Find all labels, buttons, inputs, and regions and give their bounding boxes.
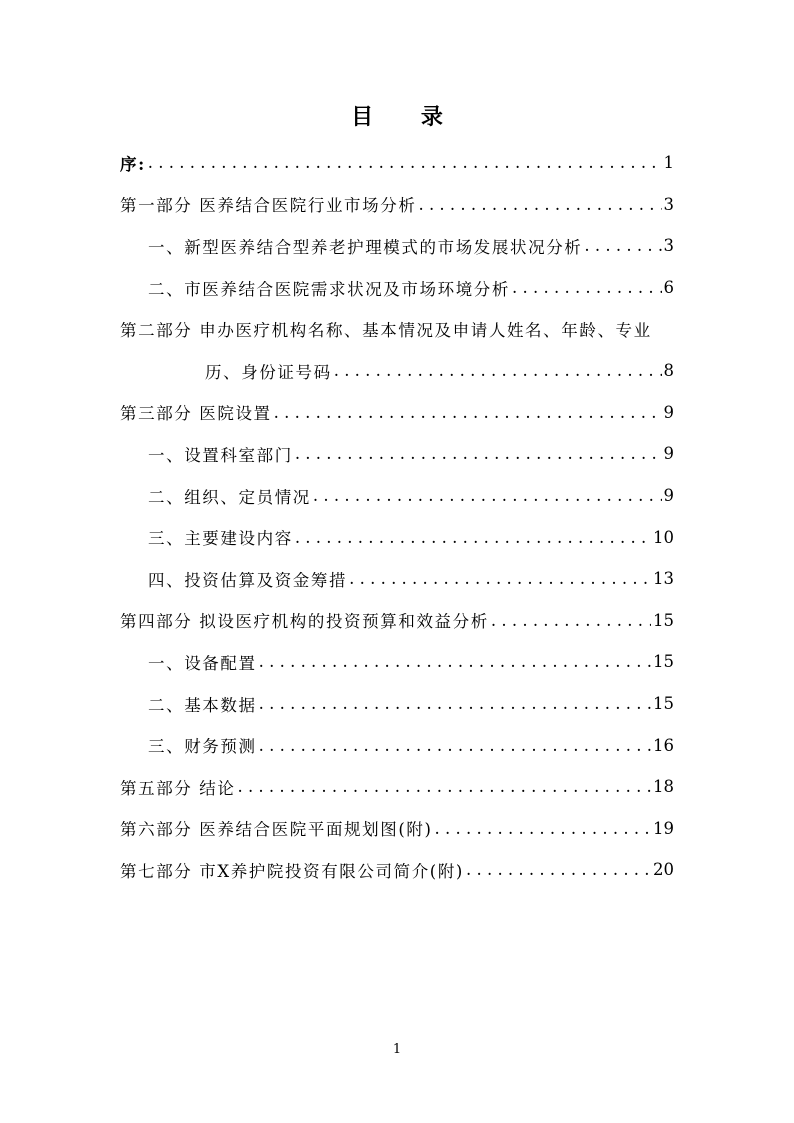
toc-entry-text: 第四部分 拟设医疗机构的投资预算和效益分析 [120, 612, 489, 632]
toc-entry-continuation[interactable] [120, 350, 674, 392]
toc-entry-text: 第七部分 市X养护院投资有限公司简介(附) [120, 861, 464, 881]
toc-entry-text: 第二部分 申办医疗机构名称、基本情况及申请人姓名、年龄、专业 [120, 321, 652, 341]
toc-entry-text: 序: [120, 154, 146, 174]
toc-entry[interactable] [120, 433, 674, 475]
toc-leader-dots [466, 860, 651, 879]
toc-entry-text: 四、投资估算及资金筹措 [148, 570, 348, 590]
toc-leader-dots [259, 652, 651, 671]
toc-entry-page: 1 [663, 153, 674, 173]
toc-entry-page: 18 [653, 777, 674, 797]
toc-entry[interactable] [120, 683, 674, 725]
toc-leader-dots [584, 236, 661, 255]
toc-entry[interactable] [120, 475, 674, 517]
toc-leader-dots [237, 777, 651, 796]
toc-entry[interactable] [120, 392, 674, 434]
toc-entry-page: 20 [653, 860, 674, 880]
toc-entry-text: 第六部分 医养结合医院平面规划图(附) [120, 820, 433, 840]
toc-entry[interactable] [120, 267, 674, 309]
toc-leader-dots [259, 736, 651, 755]
toc-entry[interactable] [120, 641, 674, 683]
toc-leader-dots [334, 361, 662, 380]
toc-entry-page: 15 [653, 694, 674, 714]
toc-title: 目 录 [351, 104, 463, 130]
toc-entry-page: 3 [663, 194, 674, 214]
toc-entry-page: 10 [653, 527, 674, 547]
toc-entry-text: 第三部分 医院设置 [120, 404, 272, 424]
toc-leader-dots [313, 486, 662, 505]
toc-entry-page: 9 [663, 444, 674, 464]
toc-entry-text: 三、财务预测 [148, 737, 257, 757]
toc-entry[interactable] [120, 600, 674, 642]
toc-leader-dots [418, 195, 661, 214]
toc-entry-page: 9 [663, 486, 674, 506]
toc-entry[interactable] [120, 516, 674, 558]
toc-leader-dots [148, 153, 662, 172]
toc-leader-dots [349, 569, 651, 588]
toc-entry-text: 二、基本数据 [148, 695, 257, 715]
toc-entry-page: 6 [663, 278, 674, 298]
toc-entry[interactable] [120, 724, 674, 766]
toc-entry[interactable] [120, 308, 674, 350]
toc-entry[interactable] [120, 184, 674, 226]
toc-entry-page: 3 [663, 236, 674, 256]
toc-entry-text: 二、市医养结合医院需求状况及市场环境分析 [148, 279, 510, 299]
toc-entry-text: 一、设备配置 [148, 653, 257, 673]
toc-entry-page: 8 [663, 361, 674, 381]
toc-leader-dots [512, 278, 662, 297]
toc-leader-dots [491, 611, 651, 630]
toc-list [120, 142, 674, 891]
toc-leader-dots [435, 819, 651, 838]
toc-entry-page: 13 [653, 569, 674, 589]
toc-entry-text: 第五部分 结论 [120, 778, 236, 798]
toc-entry[interactable] [120, 849, 674, 891]
toc-entry-text: 一、新型医养结合型养老护理模式的市场发展状况分析 [148, 237, 583, 257]
toc-entry[interactable] [120, 142, 674, 184]
toc-entry-text: 一、设置科室部门 [148, 445, 293, 465]
toc-entry-text: 二、组织、定员情况 [148, 487, 311, 507]
toc-entry-page: 9 [663, 402, 674, 422]
toc-entry-text: 历、身份证号码 [205, 362, 332, 382]
toc-entry[interactable] [120, 808, 674, 850]
footer-page-number: 1 [392, 1042, 402, 1057]
toc-entry-text: 三、主要建设内容 [148, 529, 293, 549]
toc-leader-dots [274, 403, 662, 422]
toc-entry[interactable] [120, 225, 674, 267]
toc-entry-page: 19 [653, 818, 674, 838]
toc-leader-dots [295, 444, 662, 463]
toc-entry-page: 16 [653, 735, 674, 755]
toc-entry[interactable] [120, 766, 674, 808]
toc-leader-dots [259, 694, 651, 713]
toc-entry-text: 第一部分 医养结合医院行业市场分析 [120, 196, 417, 216]
toc-entry-page: 15 [653, 610, 674, 630]
toc-entry[interactable] [120, 558, 674, 600]
toc-leader-dots [295, 528, 651, 547]
toc-entry-page: 15 [653, 652, 674, 672]
